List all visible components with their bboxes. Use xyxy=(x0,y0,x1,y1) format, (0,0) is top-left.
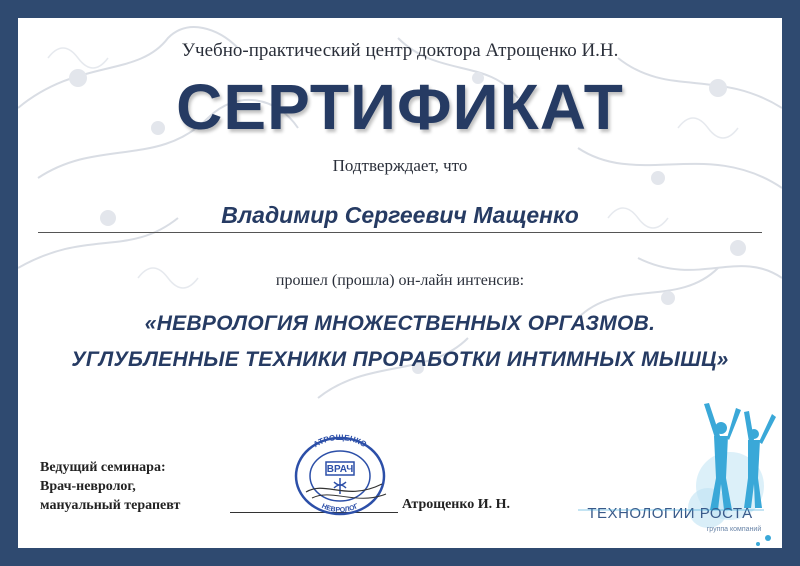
recipient-underline xyxy=(38,232,762,233)
logo-subtitle: группа компаний xyxy=(706,526,762,533)
signature-block xyxy=(40,458,180,515)
signature-scribble xyxy=(306,484,382,492)
course-title-line-1: «НЕВРОЛОГИЯ МНОЖЕСТВЕННЫХ ОРГАЗМОВ. xyxy=(144,312,656,335)
recipient-name: Владимир Сергеевич Мащенко xyxy=(221,202,579,228)
caduceus-icon xyxy=(334,478,346,494)
company-logo xyxy=(558,398,782,548)
signature-role-1: Ведущий семинара: xyxy=(40,460,166,475)
logo-name: ТЕХНОЛОГИИ РОСТА xyxy=(587,505,753,522)
signature-role-2: Врач-невролог, xyxy=(40,479,136,494)
signature-role-3: мануальный терапевт xyxy=(40,498,181,513)
signer-name: Атрощенко И. Н. xyxy=(402,497,511,512)
certificate-title: СЕРТИФИКАТ xyxy=(176,71,624,143)
course-title-line-2: УГЛУБЛЕННЫЕ ТЕХНИКИ ПРОРАБОТКИ ИНТИМНЫХ МЫШЦ» xyxy=(71,348,729,371)
stamp-center-text: ВРАЧ xyxy=(326,464,354,475)
official-stamp xyxy=(286,432,394,516)
confirms-text: Подтверждает, что xyxy=(332,156,468,175)
completed-text: прошел (прошла) он-лайн интенсив: xyxy=(275,272,525,289)
issuer-name: Учебно-практический центр доктора Атрощенко И.Н. xyxy=(181,40,619,61)
certificate-paper xyxy=(18,18,782,548)
stamp-bottom-text: НЕВРОЛОГ xyxy=(320,502,360,515)
stamp-arc-text: АТРОЩЕНКО xyxy=(311,432,369,450)
